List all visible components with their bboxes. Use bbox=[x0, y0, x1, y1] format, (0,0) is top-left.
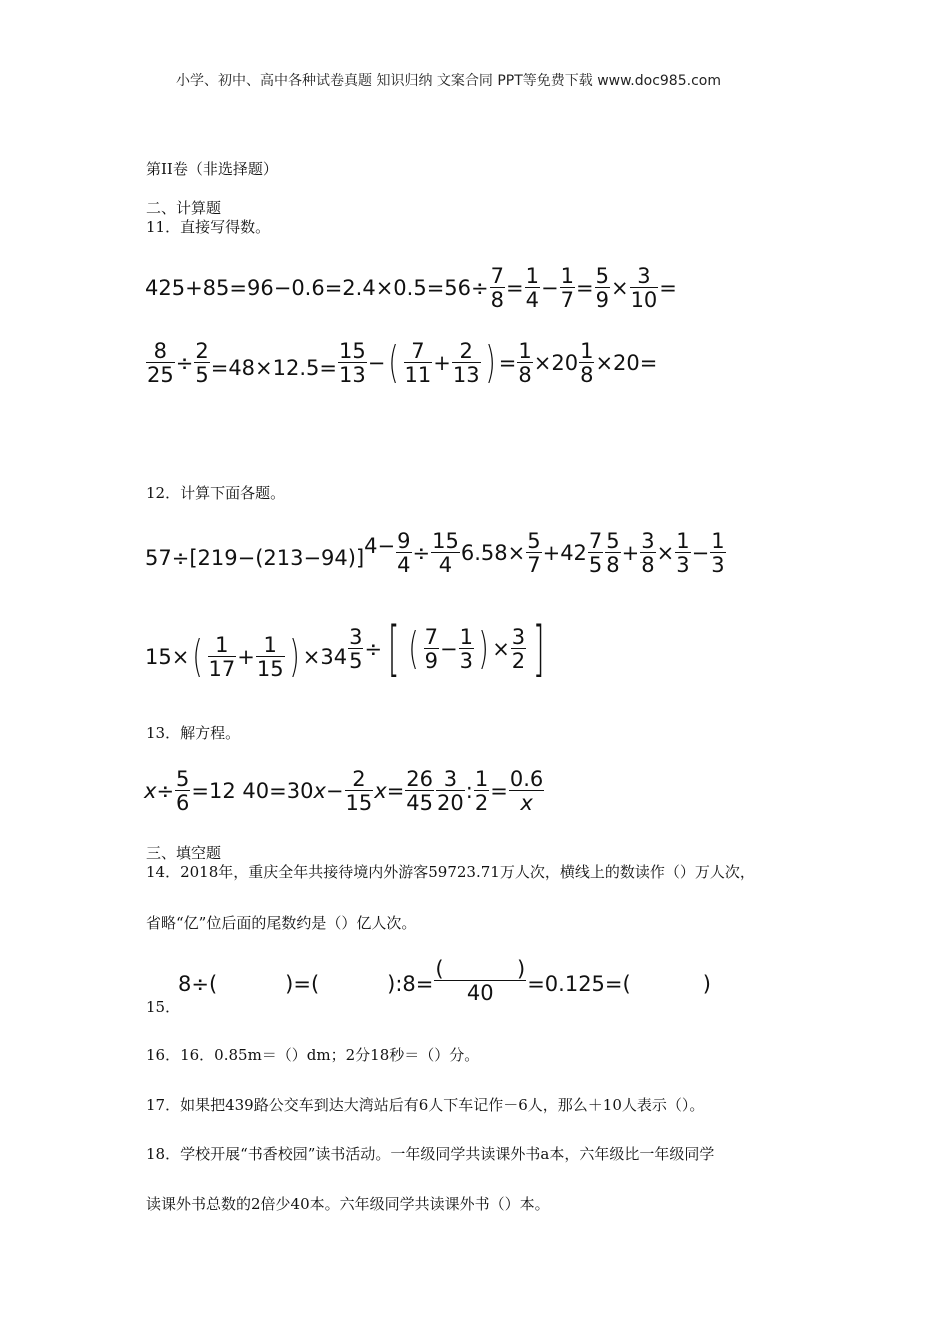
q14-line1: 14．2018年，重庆全年共接待境内外游客59723.71万人次，横线上的数读作（）万人次， bbox=[146, 863, 755, 881]
part-title: 第II卷（非选择题） bbox=[146, 160, 278, 178]
denominator: 3 bbox=[676, 553, 690, 578]
q12-label: 12．计算下面各题。 bbox=[146, 484, 286, 502]
denominator: 5 bbox=[588, 553, 603, 578]
numerator: 5 bbox=[527, 529, 541, 553]
operator: 15× bbox=[145, 644, 190, 669]
fraction bbox=[560, 265, 575, 311]
operator: × bbox=[656, 540, 675, 565]
operator: + bbox=[237, 644, 255, 669]
operator: ÷ bbox=[156, 778, 175, 803]
operator: − bbox=[325, 778, 344, 803]
numerator: 3 bbox=[511, 625, 526, 649]
fraction bbox=[509, 768, 544, 814]
denominator: x bbox=[520, 791, 533, 816]
operator: − bbox=[691, 540, 710, 565]
numerator: 7 bbox=[404, 340, 433, 363]
numerator: 1 bbox=[580, 339, 594, 363]
fraction bbox=[526, 530, 541, 576]
q14-line2: 省略“亿”位后面的尾数约是（）亿人次。 bbox=[146, 914, 417, 932]
numerator: 1 bbox=[711, 529, 725, 553]
fraction bbox=[579, 340, 594, 386]
numerator-blank[interactable]: ( ) bbox=[435, 957, 526, 981]
operator: = bbox=[386, 778, 405, 803]
fraction bbox=[424, 626, 439, 672]
q15-expr: ) bbox=[702, 971, 711, 996]
denominator: 2 bbox=[511, 649, 526, 674]
fraction bbox=[338, 340, 367, 386]
q18-line2: 读课外书总数的2倍少40本。六年级同学共读课外书（）本。 bbox=[146, 1195, 550, 1213]
q13-row bbox=[144, 768, 545, 814]
numerator: 1 bbox=[459, 625, 474, 649]
q15-number: 15． bbox=[146, 998, 181, 1016]
numerator: 7 bbox=[588, 529, 603, 553]
numerator: 1 bbox=[518, 339, 532, 363]
denominator: 17 bbox=[208, 657, 236, 682]
q18-line1: 18．学校开展“书香校园”读书活动。一年级同学共读课外书a本，六年级比一年级同学 bbox=[146, 1145, 715, 1163]
numerator: 15 bbox=[339, 339, 366, 363]
left-paren: ( bbox=[388, 337, 400, 389]
denominator: 11 bbox=[404, 363, 432, 388]
denominator: 9 bbox=[595, 288, 609, 313]
denominator: 10 bbox=[630, 288, 658, 313]
variable-x: x bbox=[313, 778, 326, 803]
fraction bbox=[431, 530, 460, 576]
denominator: 9 bbox=[424, 649, 439, 674]
q13-expr: =12 40=30 bbox=[191, 778, 314, 803]
q11-expr-group: 425+85=96−0.6=2.4×0.5= bbox=[145, 275, 445, 300]
q15-expr: 8÷( bbox=[178, 971, 218, 996]
denominator: 8 bbox=[490, 288, 504, 313]
operator: − bbox=[540, 275, 559, 300]
denominator: 45 bbox=[406, 791, 434, 816]
denominator: 8 bbox=[580, 363, 594, 388]
q15-row bbox=[178, 958, 711, 1004]
operator: ×34 bbox=[302, 644, 348, 669]
numerator: 1 bbox=[208, 634, 237, 657]
operator: ÷ bbox=[412, 540, 431, 565]
numerator: 5 bbox=[176, 767, 190, 791]
fraction bbox=[208, 618, 237, 680]
denominator: 13 bbox=[452, 363, 480, 388]
numerator: 3 bbox=[349, 625, 363, 649]
fraction bbox=[675, 530, 690, 576]
q12-expr: 57÷[219−(213−94)] bbox=[145, 545, 365, 570]
fraction bbox=[348, 626, 363, 672]
fraction bbox=[511, 626, 526, 672]
denominator: 8 bbox=[518, 363, 532, 388]
denominator: 2 bbox=[474, 791, 489, 816]
operator: × bbox=[492, 636, 510, 661]
q15-expr: ):8= bbox=[387, 971, 434, 996]
operator: ×20 bbox=[533, 350, 579, 375]
q11-expr: =48×12.5= bbox=[210, 355, 337, 380]
q11-label: 11．直接写得数。 bbox=[146, 218, 271, 236]
q15-expr: =0.125=( bbox=[527, 971, 631, 996]
numerator: 2 bbox=[452, 340, 481, 363]
fraction bbox=[256, 618, 285, 680]
q12-row2 bbox=[145, 614, 551, 685]
section-2-title: 二、计算题 bbox=[146, 199, 222, 217]
denominator: 7 bbox=[527, 553, 541, 578]
denominator: 8 bbox=[641, 553, 655, 578]
right-paren: ) bbox=[478, 623, 489, 675]
fraction bbox=[630, 265, 659, 311]
operator: = bbox=[659, 275, 677, 300]
fraction bbox=[490, 265, 505, 311]
numerator: 2 bbox=[195, 339, 209, 363]
operator: 6.58× bbox=[460, 540, 526, 565]
operator: = bbox=[506, 275, 524, 300]
numerator: 1 bbox=[560, 264, 574, 288]
operator: +42 bbox=[542, 540, 587, 565]
denominator: 15 bbox=[345, 791, 373, 816]
numerator: 26 bbox=[406, 767, 434, 791]
operator: + bbox=[433, 350, 451, 375]
left-paren: ( bbox=[408, 623, 420, 675]
right-paren: ) bbox=[485, 337, 496, 389]
fraction bbox=[595, 265, 610, 311]
denominator: 7 bbox=[560, 288, 574, 313]
section-3-title: 三、填空题 bbox=[146, 844, 222, 862]
operator: − bbox=[367, 350, 386, 375]
operator: = bbox=[498, 350, 517, 375]
numerator: 3 bbox=[630, 265, 659, 288]
numerator: 1 bbox=[474, 767, 489, 791]
left-bracket: [ bbox=[387, 614, 400, 685]
fraction bbox=[525, 265, 540, 311]
denominator: 3 bbox=[459, 649, 474, 674]
numerator: 5 bbox=[595, 264, 609, 288]
fraction bbox=[194, 340, 209, 386]
fraction bbox=[405, 768, 434, 814]
denominator: 15 bbox=[256, 657, 284, 682]
fraction bbox=[605, 530, 620, 576]
denominator: 25 bbox=[147, 363, 174, 388]
right-bracket: ] bbox=[533, 614, 545, 685]
operator: = bbox=[575, 275, 594, 300]
numerator: 8 bbox=[146, 340, 175, 363]
operator: ÷ bbox=[364, 636, 383, 661]
fraction bbox=[588, 530, 603, 576]
left-paren: ( bbox=[192, 631, 204, 683]
fraction bbox=[146, 340, 175, 386]
numerator: 1 bbox=[256, 634, 285, 657]
fraction bbox=[345, 768, 374, 814]
q12-row1 bbox=[145, 530, 727, 576]
fraction bbox=[640, 530, 655, 576]
numerator: 1 bbox=[676, 529, 690, 553]
operator: : bbox=[465, 778, 473, 803]
q16: 16．16．0.85m＝（）dm；2分18秒＝（）分。 bbox=[146, 1046, 480, 1064]
denominator: 4 bbox=[438, 553, 453, 578]
fraction bbox=[474, 768, 489, 814]
denominator: 4 bbox=[525, 288, 539, 313]
variable-x: x bbox=[144, 778, 157, 803]
operator: × bbox=[610, 275, 629, 300]
denominator: 40 bbox=[466, 981, 494, 1006]
q11-row1 bbox=[145, 265, 677, 311]
denominator: 4 bbox=[397, 553, 411, 578]
denominator: 3 bbox=[711, 553, 725, 578]
q13-label: 13．解方程。 bbox=[146, 724, 241, 742]
denominator: 20 bbox=[437, 791, 464, 816]
numerator: 3 bbox=[641, 529, 655, 553]
numerator: 0.6 bbox=[509, 767, 544, 791]
operator: 4− bbox=[364, 533, 396, 558]
denominator: 13 bbox=[339, 363, 366, 388]
q15-expr: )=( bbox=[285, 971, 320, 996]
fraction bbox=[436, 768, 465, 814]
fraction bbox=[434, 958, 526, 1004]
right-paren: ) bbox=[289, 631, 300, 683]
fraction bbox=[175, 768, 190, 814]
numerator: 3 bbox=[436, 768, 465, 791]
q11-row2 bbox=[145, 337, 658, 389]
numerator: 9 bbox=[397, 529, 411, 553]
numerator: 2 bbox=[345, 768, 374, 791]
numerator: 7 bbox=[490, 264, 504, 288]
fraction bbox=[459, 626, 474, 672]
denominator: 8 bbox=[606, 553, 620, 578]
numerator: 15 bbox=[432, 529, 459, 553]
operator: ÷ bbox=[175, 350, 194, 375]
numerator: 1 bbox=[525, 264, 539, 288]
page-header: 小学、初中、高中各种试卷真题 知识归纳 文案合同 PPT等免费下载 www.doc985.com bbox=[176, 73, 721, 89]
fraction bbox=[710, 530, 725, 576]
operator: − bbox=[440, 636, 458, 661]
operator: = bbox=[490, 778, 508, 803]
q11-expr: 56÷ bbox=[444, 275, 489, 300]
numerator: 5 bbox=[606, 529, 620, 553]
denominator: 5 bbox=[349, 649, 363, 674]
operator: ×20= bbox=[595, 350, 658, 375]
variable-x: x bbox=[374, 778, 387, 803]
operator: + bbox=[621, 540, 640, 565]
denominator: 5 bbox=[195, 363, 209, 388]
denominator: 6 bbox=[176, 791, 190, 816]
fraction bbox=[452, 340, 481, 386]
fraction bbox=[517, 340, 532, 386]
numerator: 7 bbox=[424, 625, 439, 649]
fraction bbox=[404, 340, 433, 386]
q17: 17．如果把439路公交车到达大湾站后有6人下车记作－6人，那么＋10人表示（）。 bbox=[146, 1096, 705, 1114]
fraction bbox=[396, 530, 411, 576]
